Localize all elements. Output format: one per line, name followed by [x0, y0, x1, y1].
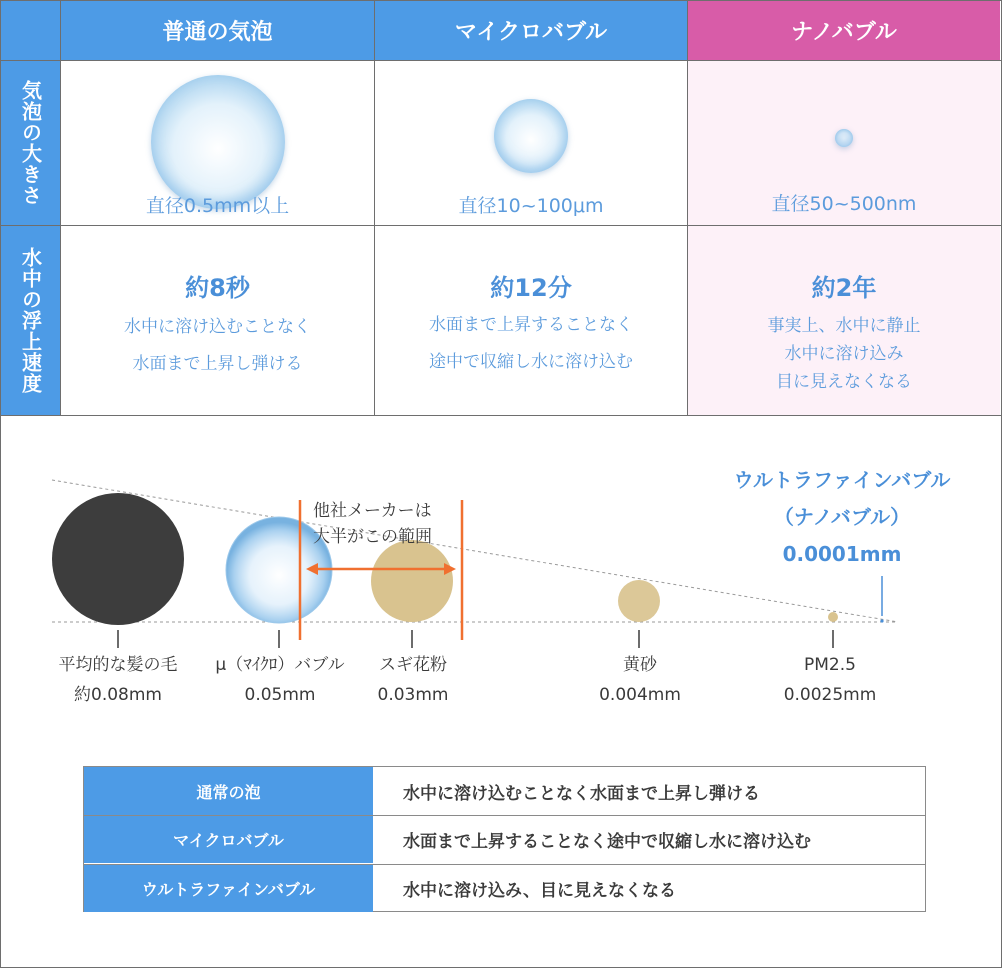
- other-makers-line-1: 他社メーカーは: [313, 501, 432, 521]
- microbubble-label: [215, 650, 344, 710]
- summary-row: [84, 864, 925, 912]
- microbubble-name: μ（ﾏｲｸﾛ）バブル: [215, 655, 345, 675]
- hair-circle: [52, 493, 184, 625]
- header-normal-bubble: 普通の気泡: [61, 1, 374, 60]
- pollen-circle: [371, 540, 453, 622]
- speed-nano-line-2: 水中に溶け込み: [784, 344, 904, 364]
- nano-bubble-image: [835, 129, 853, 147]
- speed-cell-normal: [61, 226, 374, 415]
- summary-row: [84, 767, 925, 815]
- speed-normal-title: 約8秒: [185, 274, 250, 302]
- size-nano-text: 直径50~500nm: [771, 193, 917, 215]
- summary-label: ウルトラファインバブル: [84, 865, 373, 912]
- summary-label: マイクロバブル: [84, 816, 373, 863]
- row-label-size: 気泡の大きさ: [1, 61, 60, 225]
- ufb-label-line-2: （ナノバブル）: [773, 505, 911, 529]
- micro-bubble-image: [494, 99, 568, 173]
- ufb-label: [734, 462, 951, 573]
- header-corner: [1, 1, 60, 60]
- speed-nano-title: 約2年: [811, 274, 877, 302]
- size-comparison-diagram: [0, 418, 1002, 718]
- pm25-name: PM2.5: [804, 655, 856, 675]
- hair-label: [59, 650, 178, 710]
- table-divider: [0, 60, 1001, 61]
- other-makers-line-2: 大半がこの範囲: [313, 527, 432, 547]
- summary-label: 通常の泡: [84, 767, 373, 815]
- speed-normal-line-2: 水面まで上昇し弾ける: [132, 354, 303, 374]
- summary-row: [84, 815, 925, 863]
- table-divider: [0, 415, 1001, 416]
- size-micro-text: 直径10~100μm: [458, 195, 604, 217]
- other-makers-note: [313, 498, 432, 550]
- ufb-label-line-3: 0.0001mm: [782, 542, 902, 566]
- hair-size: 約0.08mm: [74, 685, 162, 705]
- size-cell-normal: [61, 61, 374, 225]
- yellow-sand-size: 0.004mm: [599, 685, 681, 705]
- speed-nano-line-3: 目に見えなくなる: [776, 372, 912, 392]
- row-label-speed: 水中の浮上速度: [1, 226, 60, 415]
- speed-micro-desc: [375, 307, 687, 381]
- pollen-size: 0.03mm: [377, 685, 449, 705]
- yellow-sand-name: 黄砂: [622, 655, 657, 675]
- header-microbubble: マイクロバブル: [375, 1, 687, 60]
- speed-micro-line-2: 途中で収縮し水に溶け込む: [429, 352, 633, 372]
- hair-name: 平均的な髪の毛: [58, 655, 178, 675]
- yellow-sand-circle: [618, 580, 660, 622]
- table-divider: [0, 225, 1001, 226]
- yellow-sand-label: [599, 650, 681, 710]
- summary-value: 水面まで上昇することなく途中で収縮し水に溶け込む: [403, 832, 811, 852]
- speed-nano-desc: [688, 312, 1000, 396]
- table-divider: [687, 0, 688, 416]
- summary-table: [83, 766, 926, 912]
- speed-cell-micro: [375, 226, 687, 415]
- table-divider: [374, 0, 375, 416]
- normal-bubble-image: [151, 75, 285, 209]
- summary-value: 水中に溶け込むことなく水面まで上昇し弾ける: [403, 783, 760, 804]
- pm25-circle: [828, 612, 838, 622]
- summary-value: 水中に溶け込み、目に見えなくなる: [403, 881, 677, 901]
- microbubble-size: 0.05mm: [244, 685, 316, 705]
- pm25-size: 0.0025mm: [783, 685, 877, 705]
- size-normal-text: 直径0.5mm以上: [145, 195, 290, 217]
- header-nanobubble: ナノバブル: [688, 1, 1000, 60]
- speed-cell-nano: [688, 226, 1000, 415]
- ufb-dot: [880, 619, 883, 622]
- table-divider: [60, 0, 61, 416]
- pollen-label: [378, 650, 449, 710]
- pm25-label: [784, 650, 877, 710]
- speed-normal-desc: [61, 309, 374, 383]
- speed-nano-line-1: 事実上、水中に静止: [767, 316, 921, 336]
- size-cell-micro: [375, 61, 687, 225]
- speed-micro-title: 約12分: [490, 274, 572, 302]
- ufb-label-line-1: ウルトラファインバブル: [733, 468, 951, 492]
- size-cell-nano: [688, 61, 1000, 225]
- speed-normal-line-1: 水中に溶け込むことなく: [124, 317, 311, 337]
- pollen-name: スギ花粉: [378, 655, 447, 675]
- speed-micro-line-1: 水面まで上昇することなく: [429, 315, 633, 335]
